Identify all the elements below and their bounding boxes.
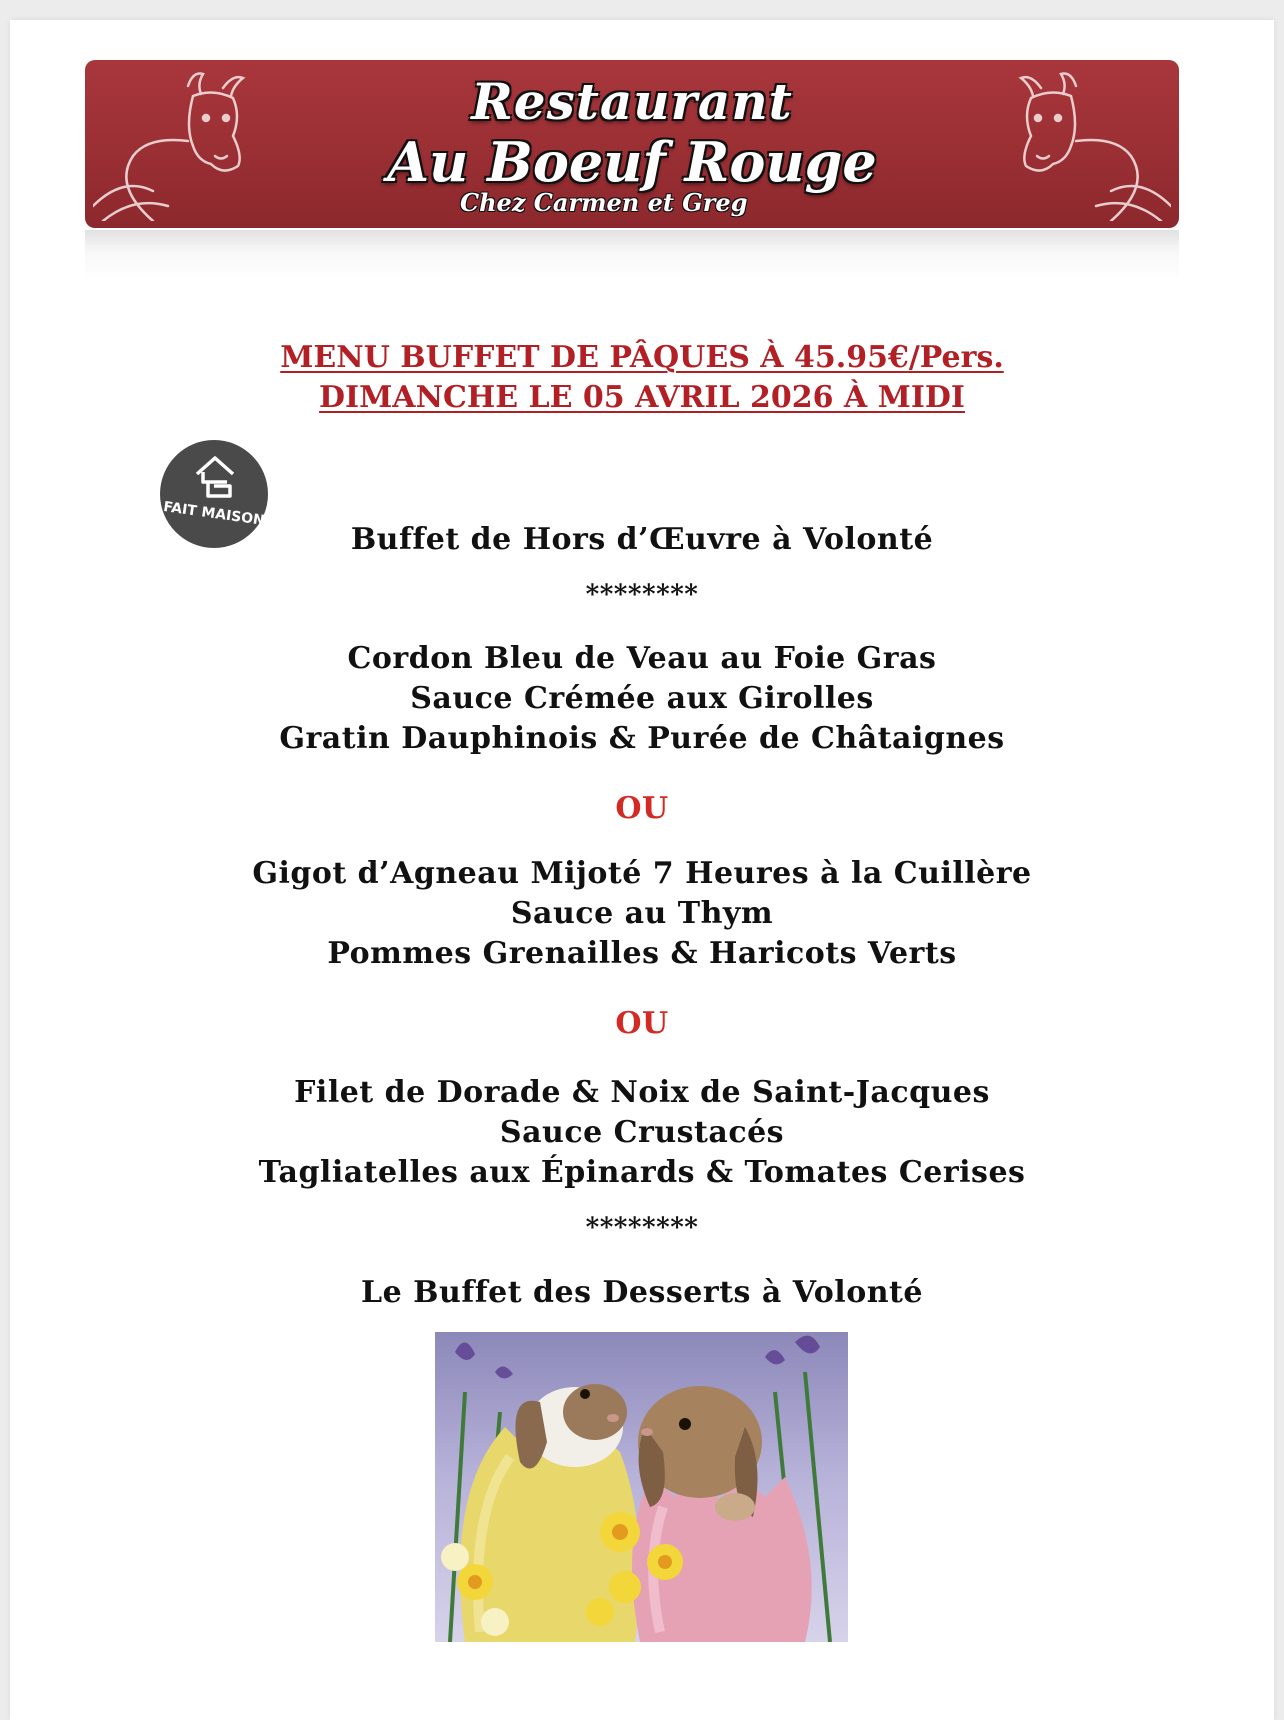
menu-date: DIMANCHE LE 05 AVRIL 2026 À MIDI xyxy=(319,380,965,415)
banner-subtitle: Chez Carmen et Greg xyxy=(460,188,748,217)
starter-line: Buffet de Hors d’Œuvre à Volonté xyxy=(350,522,934,557)
menu-title: MENU BUFFET DE PÂQUES À 45.95€/Pers. xyxy=(280,340,1004,375)
or-separator: OU xyxy=(615,1006,669,1041)
option2-line2: Sauce au Thym xyxy=(510,896,774,931)
option3-line1: Filet de Dorade & Noix de Saint-Jacques xyxy=(294,1075,990,1110)
restaurant-banner xyxy=(85,60,1179,228)
separator: ******** xyxy=(585,1213,699,1243)
option1-line3: Gratin Dauphinois & Purée de Châtaignes xyxy=(279,721,1005,756)
option3-line2: Sauce Crustacés xyxy=(499,1115,785,1150)
house-icon xyxy=(194,452,236,502)
banner-reflection xyxy=(85,230,1179,280)
separator: ******** xyxy=(585,580,699,610)
easter-bunnies-image xyxy=(435,1332,848,1642)
banner-title-line2: Au Boeuf Rouge xyxy=(387,130,877,194)
option2-line1: Gigot d’Agneau Mijoté 7 Heures à la Cuillère xyxy=(252,856,1032,891)
fait-maison-label: FAIT MAISON xyxy=(162,498,266,530)
option1-line1: Cordon Bleu de Veau au Foie Gras xyxy=(347,641,937,676)
dessert-line: Le Buffet des Desserts à Volonté xyxy=(361,1275,923,1310)
option2-line3: Pommes Grenailles & Haricots Verts xyxy=(327,936,957,971)
option1-line2: Sauce Crémée aux Girolles xyxy=(410,681,874,716)
banner-title-line1: Restaurant xyxy=(471,72,793,131)
or-separator: OU xyxy=(615,791,669,826)
bull-head-icon xyxy=(1001,66,1171,221)
option3-line3: Tagliatelles aux Épinards & Tomates Cerises xyxy=(258,1155,1026,1190)
